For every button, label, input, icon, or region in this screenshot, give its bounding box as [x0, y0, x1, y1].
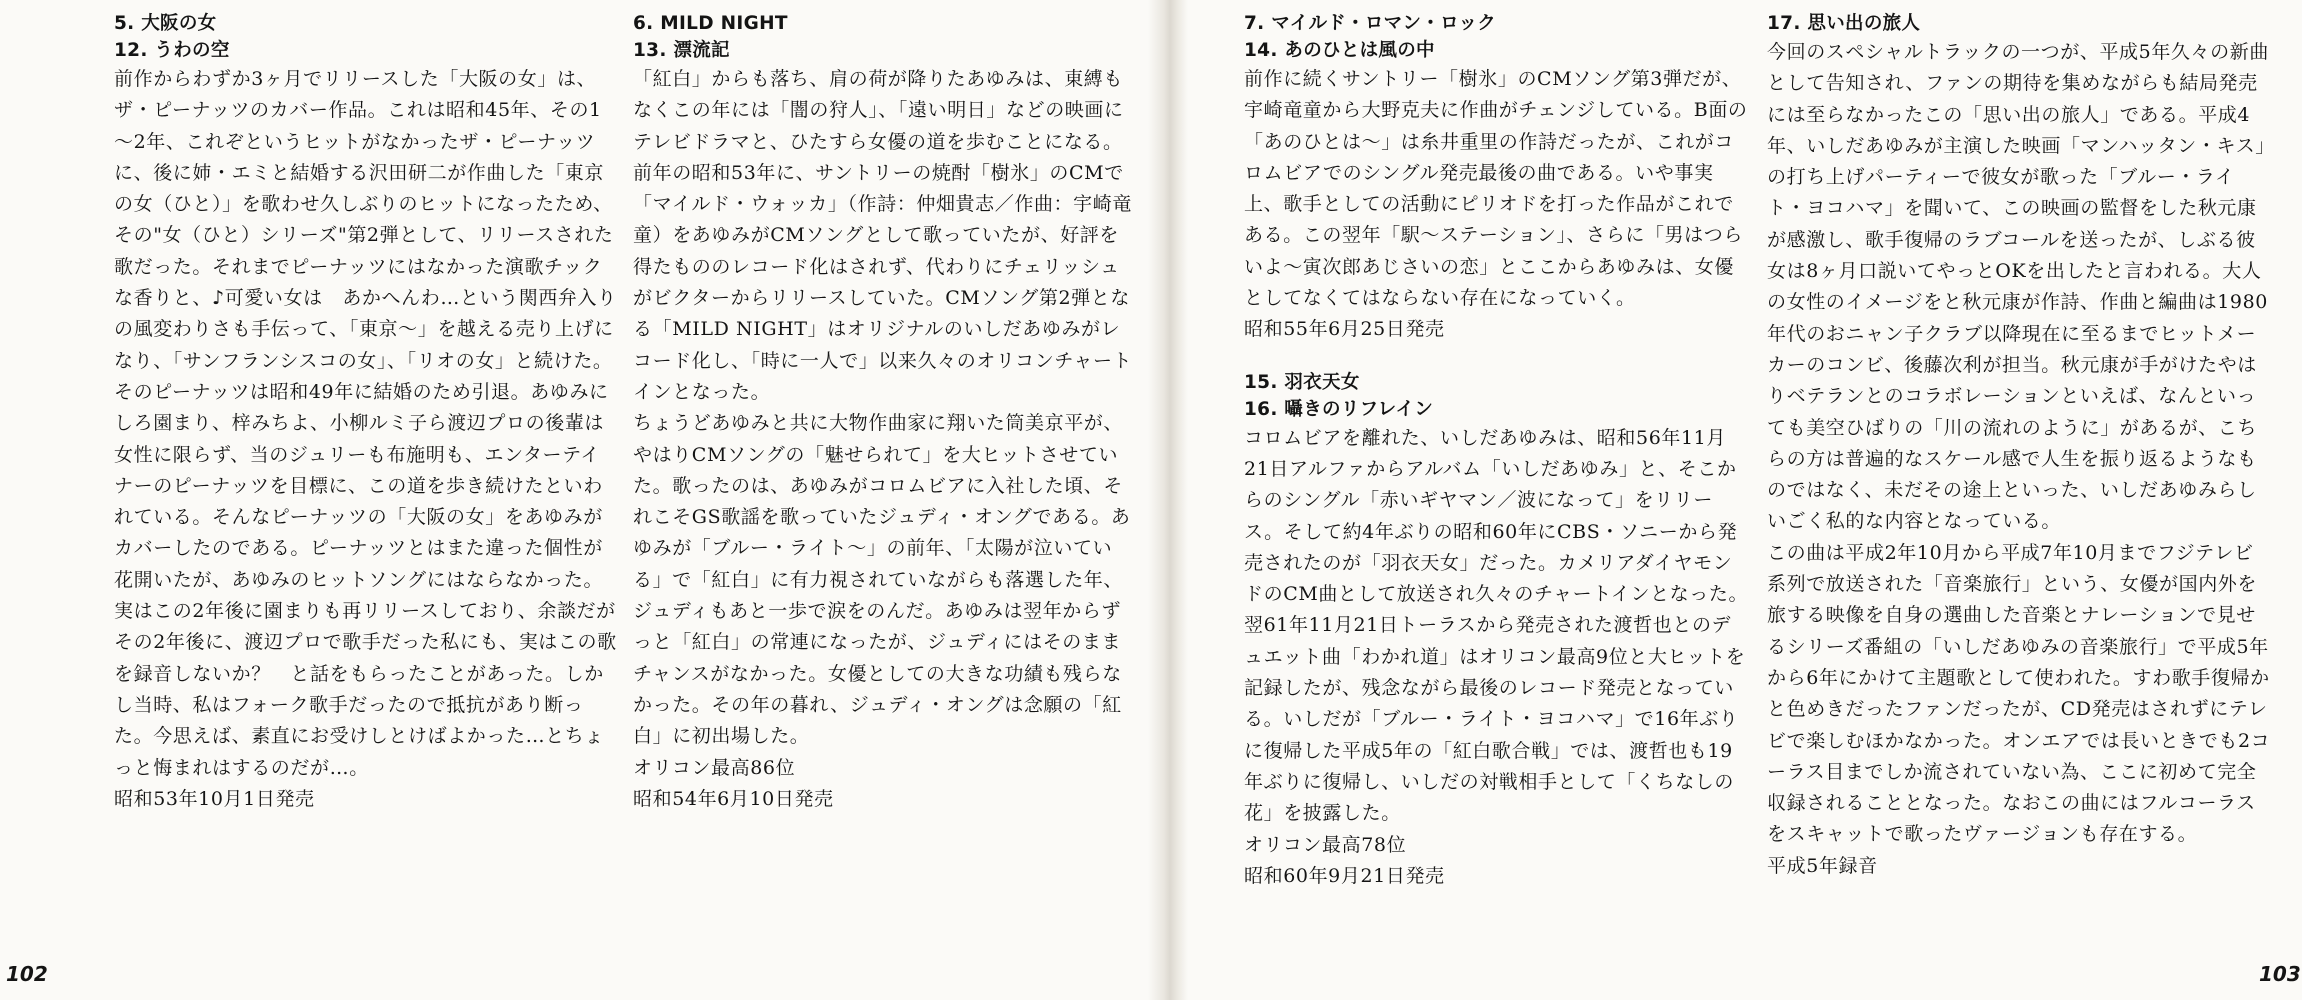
body-paragraph: 前年の昭和53年に、サントリーの焼酎「樹氷」のCMで「マイルド・ウォッカ」（作詩：仲畑貴志／作曲：宇崎竜童）をあゆみがCMソングとして歌っていたが、好評を得たもののレコード化はされず、代わりにチェリッシュがビクターからリリースしていた。CMソング第2弾となる「MILD NIGHT」はオリジナルのいしだあゆみがレコード化し、「時に一人で」以来久々のオリコンチャートインとなった。 — [633, 161, 1133, 403]
body-paragraph: オリコン最高86位 — [633, 756, 796, 779]
text-column-4 — [1767, 10, 2272, 882]
body-paragraph: 昭和60年9月21日発売 — [1244, 864, 1445, 887]
track-heading: 17. 思い出の旅人 — [1767, 13, 1921, 34]
page-number-right: 103 — [2259, 962, 2301, 986]
track-heading: 14. あのひとは風の中 — [1244, 40, 1435, 61]
book-gutter — [1148, 0, 1188, 1000]
track-heading: 7. マイルド・ロマン・ロック — [1244, 13, 1497, 34]
body-paragraph: コロムビアを離れた、いしだあゆみは、昭和56年11月21日アルファからアルバム「いしだあゆみ」と、そこからのシングル「赤いギヤマン／波になって」をリリース。そして約4年ぶりの昭和60年にCBS・ソニーから発売されたのが「羽衣天女」だった。カメリアダイヤモンドのCM曲として放送され久々のチャートインとなった。 — [1244, 426, 1749, 606]
body-paragraph: 平成5年録音 — [1767, 854, 1878, 877]
page-number-left: 102 — [6, 962, 48, 986]
body-paragraph: 翌61年11月21日トーラスから発売された渡哲也とのデュエット曲「わかれ道」はオリコン最高9位と大ヒットを記録したが、残念ながら最後のレコード発売となっている。いしだが「ブルー・ライト・ヨコハマ」で16年ぶりに復帰した平成5年の「紅白歌合戦」では、渡哲也も19年ぶりに復帰し、いしだの対戦相手として「くちなしの花」を披露した。 — [1244, 614, 1746, 825]
body-paragraph: 今回のスペシャルトラックの一つが、平成5年久々の新曲として告知され、ファンの期待を集めながらも結局発売には至らなかったこの「思い出の旅人」である。平成4年、いしだあゆみが主演した映画「マンハッタン・キス」の打ち上げパーティーで彼女が歌った「ブルー・ライト・ヨコハマ」を聞いて、この映画の監督をした秋元康が感激し、歌手復帰のラブコールを送ったが、しぶる彼女は8ヶ月口説いてやっとOKを出したと言われる。大人の女性のイメージをと秋元康が作詩、作曲と編曲は1980年代のおニャン子クラブ以降現在に至るまでヒットメーカーのコンビ、後藤次利が担当。秋元康が手がけたやはりベテランとのコラボレーションといえば、なんといっても美空ひばりの「川の流れのように」があるが、こちらの方は普遍的なスケール感で人生を振り返るようなものではなく、未だその途上といった、いしだあゆみらしいごく私的な内容となっている。 — [1767, 41, 2269, 533]
body-paragraph: 昭和54年6月10日発売 — [633, 787, 834, 810]
track-heading: 6. MILD NIGHT — [633, 13, 788, 34]
track-heading: 5. 大阪の女 — [114, 13, 217, 34]
body-paragraph: オリコン最高78位 — [1244, 833, 1407, 856]
text-column-1 — [114, 10, 619, 815]
track-heading: 16. 囁きのリフレイン — [1244, 398, 1434, 420]
body-paragraph: 前作からわずか3ヶ月でリリースした「大阪の女」は、ザ・ピーナッツのカバー作品。これは昭和45年、その1～2年、これぞというヒットがなかったザ・ピーナッツに、後に姉・エミと結婚する沢田研二が作曲した「東京の女（ひと）」を歌わせ久しぶりのヒットになったため、その"女（ひと）シリーズ"第2弾として、リリースされた歌だった。それまでピーナッツにはなかった演歌チックな香りと、♪可愛い女は あかへんわ…という関西弁入りの風変わりさも手伝って、「東京～」を越える売り上げになり、「サンフランシスコの女」、「リオの女」と続けた。そのピーナッツは昭和49年に結婚のため引退。あゆみにしろ園まり、梓みちよ、小柳ルミ子ら渡辺プロの後輩は女性に限らず、当のジュリーも布施明も、エンターテイナーのピーナッツを目標に、この道を歩き続けたといわれている。そんなピーナッツの「大阪の女」をあゆみがカバーしたのである。ピーナッツとはまた違った個性が花開いたが、あゆみのヒットソングにはならなかった。実はこの2年後に園まりも再リリースしており、余談だがその2年後に、渡辺プロで歌手だった私にも、実はこの歌を録音しないか？ と話をもらったことがあった。しかし当時、私はフォーク歌手だったので抵抗があり断った。今思えば、素直にお受けしとけばよかった…とちょっと悔まれはするのだが…。 — [114, 68, 617, 779]
track-heading: 12. うわの空 — [114, 40, 230, 61]
body-paragraph: 前作に続くサントリー「樹氷」のCMソング第3弾だが、宇崎竜童から大野克夫に作曲がチェンジしている。B面の「あのひとは～」は糸井重里の作詩だったが、これがコロムビアでのシングル発売最後の曲である。いや事実上、歌手としての活動にピリオドを打った作品がこれである。この翌年「駅～ステーション」、さらに「男はつらいよ～寅次郎あじさいの恋」とここからあゆみは、女優としてなくてはならない存在になっていく。 — [1244, 68, 1748, 310]
body-paragraph: ちょうどあゆみと共に大物作曲家に翔いた筒美京平が、やはりCMソングの「魅せられて」を大ヒットさせていた。歌ったのは、あゆみがコロムビアに入社した頃、それこそGS歌謡を歌っていたジュディ・オングである。あゆみが「ブルー・ライト～」の前年、「太陽が泣いている」で「紅白」に有力視されていながらも落選した年、ジュディもあと一歩で涙をのんだ。あゆみは翌年からずっと「紅白」の常連になったが、ジュディにはそのままチャンスがなかった。女優としての大きな功績も残らなかった。その年の暮れ、ジュディ・オングは念願の「紅白」に初出場した。 — [633, 412, 1131, 748]
track-heading: 13. 漂流記 — [633, 40, 730, 61]
body-paragraph: 昭和55年6月25日発売 — [1244, 318, 1445, 341]
text-column-3 — [1244, 10, 1749, 892]
body-paragraph: 昭和53年10月1日発売 — [114, 787, 315, 810]
section-spacer — [1244, 346, 1749, 369]
text-column-2 — [633, 10, 1138, 815]
body-paragraph: 「紅白」からも落ち、肩の荷が降りたあゆみは、東縛もなくこの年には「闇の狩人」、「遠い明日」などの映画にテレビドラマと、ひたすら女優の道を歩むことになる。 — [633, 68, 1124, 153]
track-heading: 15. 羽衣天女 — [1244, 371, 1360, 393]
body-paragraph: この曲は平成2年10月から平成7年10月までフジテレビ系列で放送された「音楽旅行」という、女優が国内外を旅する映像を自身の選曲した音楽とナレーションで見せるシリーズ番組の「いしだあゆみの音楽旅行」で平成5年から6年にかけて主題歌として使われた。すわ歌手復帰かと色めきだったファンだったが、CD発売はされずにテレビで楽しむほかなかった。オンエアでは長いときでも2コーラス目までしか流されていない為、ここに初めて完全収録されることとなった。なおこの曲にはフルコーラスをスキャットで歌ったヴァージョンも存在する。 — [1767, 541, 2271, 846]
